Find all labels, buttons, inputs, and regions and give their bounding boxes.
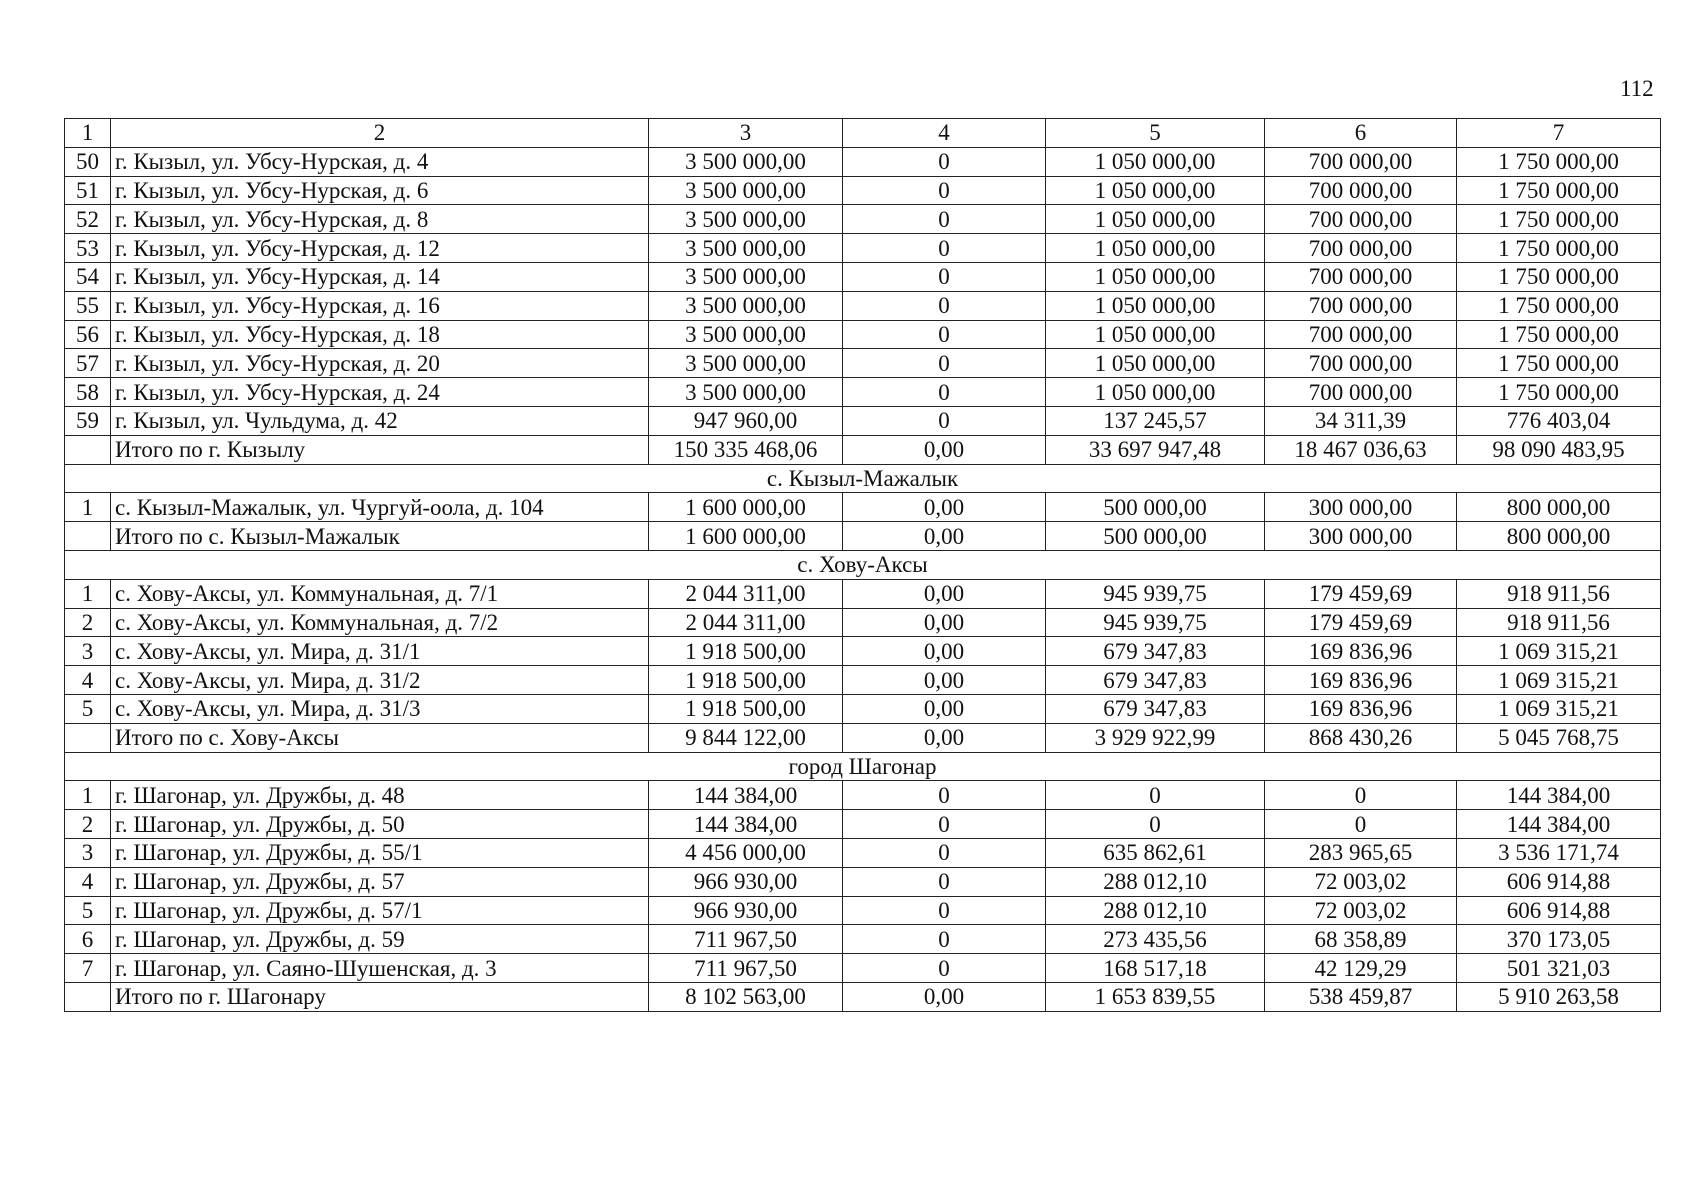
col4-cell: 0,00 — [843, 608, 1046, 637]
table-row — [65, 406, 1661, 435]
col4-cell: 0 — [843, 147, 1046, 176]
address-cell: г. Кызыл, ул. Убсу-Нурская, д. 24 — [111, 378, 649, 407]
total-label: Итого по г. Шагонару — [111, 982, 649, 1011]
col3-cell: 3 500 000,00 — [649, 234, 843, 263]
total-col6: 300 000,00 — [1265, 522, 1457, 551]
col7-cell: 501 321,03 — [1457, 954, 1661, 983]
col3-cell: 1 918 500,00 — [649, 694, 843, 723]
total-row — [65, 435, 1661, 464]
col7-cell: 144 384,00 — [1457, 810, 1661, 839]
address-cell: г. Кызыл, ул. Убсу-Нурская, д. 12 — [111, 234, 649, 263]
table-row — [65, 579, 1661, 608]
total-row — [65, 723, 1661, 752]
address-cell: г. Кызыл, ул. Убсу-Нурская, д. 14 — [111, 262, 649, 291]
col3-cell: 144 384,00 — [649, 781, 843, 810]
col3-cell: 3 500 000,00 — [649, 205, 843, 234]
total-col4: 0,00 — [843, 723, 1046, 752]
header-cell-6: 6 — [1265, 119, 1457, 148]
header-cell-5: 5 — [1046, 119, 1265, 148]
row-number: 6 — [65, 925, 111, 954]
col4-cell: 0 — [843, 810, 1046, 839]
col3-cell: 3 500 000,00 — [649, 320, 843, 349]
col5-cell: 1 050 000,00 — [1046, 349, 1265, 378]
col4-cell: 0 — [843, 291, 1046, 320]
table-row — [65, 147, 1661, 176]
col4-cell: 0 — [843, 838, 1046, 867]
col3-cell: 711 967,50 — [649, 925, 843, 954]
table-row — [65, 666, 1661, 695]
col4-cell: 0 — [843, 781, 1046, 810]
col5-cell: 1 050 000,00 — [1046, 205, 1265, 234]
row-number: 4 — [65, 867, 111, 896]
col7-cell: 1 750 000,00 — [1457, 378, 1661, 407]
col7-cell: 1 750 000,00 — [1457, 320, 1661, 349]
col6-cell: 300 000,00 — [1265, 493, 1457, 522]
row-number: 2 — [65, 608, 111, 637]
table-row — [65, 781, 1661, 810]
col5-cell: 635 862,61 — [1046, 838, 1265, 867]
total-col5: 33 697 947,48 — [1046, 435, 1265, 464]
col4-cell: 0 — [843, 320, 1046, 349]
total-number-empty — [65, 723, 111, 752]
col3-cell: 3 500 000,00 — [649, 176, 843, 205]
total-col5: 3 929 922,99 — [1046, 723, 1265, 752]
col3-cell: 966 930,00 — [649, 867, 843, 896]
col7-cell: 1 069 315,21 — [1457, 666, 1661, 695]
col3-cell: 3 500 000,00 — [649, 262, 843, 291]
section-header-row — [65, 550, 1661, 579]
address-cell: г. Кызыл, ул. Убсу-Нурская, д. 4 — [111, 147, 649, 176]
col6-cell: 169 836,96 — [1265, 694, 1457, 723]
col6-cell: 72 003,02 — [1265, 896, 1457, 925]
total-col6: 18 467 036,63 — [1265, 435, 1457, 464]
table-row — [65, 320, 1661, 349]
page-number: 112 — [1620, 76, 1654, 101]
row-number: 54 — [65, 262, 111, 291]
col4-cell: 0 — [843, 406, 1046, 435]
address-cell: г. Шагонар, ул. Дружбы, д. 57/1 — [111, 896, 649, 925]
col7-cell: 1 750 000,00 — [1457, 234, 1661, 263]
total-col3: 9 844 122,00 — [649, 723, 843, 752]
col7-cell: 1 069 315,21 — [1457, 694, 1661, 723]
address-cell: г. Шагонар, ул. Саяно-Шушенская, д. 3 — [111, 954, 649, 983]
col7-cell: 1 750 000,00 — [1457, 147, 1661, 176]
col3-cell: 3 500 000,00 — [649, 147, 843, 176]
col6-cell: 700 000,00 — [1265, 349, 1457, 378]
row-number: 51 — [65, 176, 111, 205]
total-col3: 150 335 468,06 — [649, 435, 843, 464]
total-number-empty — [65, 982, 111, 1011]
row-number: 5 — [65, 694, 111, 723]
address-cell: с. Кызыл-Мажалык, ул. Чургуй-оола, д. 104 — [111, 493, 649, 522]
col4-cell: 0 — [843, 954, 1046, 983]
total-col5: 500 000,00 — [1046, 522, 1265, 551]
col6-cell: 34 311,39 — [1265, 406, 1457, 435]
total-row — [65, 982, 1661, 1011]
col6-cell: 700 000,00 — [1265, 205, 1457, 234]
table-row — [65, 234, 1661, 263]
col5-cell: 500 000,00 — [1046, 493, 1265, 522]
table-row — [65, 176, 1661, 205]
col4-cell: 0,00 — [843, 493, 1046, 522]
total-col6: 538 459,87 — [1265, 982, 1457, 1011]
table-row — [65, 608, 1661, 637]
col5-cell: 0 — [1046, 810, 1265, 839]
row-number: 2 — [65, 810, 111, 839]
col4-cell: 0 — [843, 234, 1046, 263]
section-title: город Шагонар — [65, 752, 1661, 781]
table-row — [65, 896, 1661, 925]
col3-cell: 966 930,00 — [649, 896, 843, 925]
col3-cell: 947 960,00 — [649, 406, 843, 435]
col4-cell: 0 — [843, 349, 1046, 378]
address-cell: с. Хову-Аксы, ул. Коммунальная, д. 7/2 — [111, 608, 649, 637]
col7-cell: 1 750 000,00 — [1457, 205, 1661, 234]
col6-cell: 169 836,96 — [1265, 666, 1457, 695]
col5-cell: 1 050 000,00 — [1046, 320, 1265, 349]
section-title: с. Кызыл-Мажалык — [65, 464, 1661, 493]
col6-cell: 283 965,65 — [1265, 838, 1457, 867]
table-row — [65, 493, 1661, 522]
total-col3: 8 102 563,00 — [649, 982, 843, 1011]
section-header-row — [65, 464, 1661, 493]
row-number: 3 — [65, 838, 111, 867]
col7-cell: 918 911,56 — [1457, 608, 1661, 637]
address-cell: г. Шагонар, ул. Дружбы, д. 55/1 — [111, 838, 649, 867]
table-row — [65, 925, 1661, 954]
col3-cell: 144 384,00 — [649, 810, 843, 839]
table-row — [65, 954, 1661, 983]
header-row — [65, 119, 1661, 148]
row-number: 52 — [65, 205, 111, 234]
col4-cell: 0,00 — [843, 666, 1046, 695]
col5-cell: 1 050 000,00 — [1046, 176, 1265, 205]
col6-cell: 700 000,00 — [1265, 262, 1457, 291]
col3-cell: 2 044 311,00 — [649, 608, 843, 637]
col4-cell: 0 — [843, 205, 1046, 234]
total-col6: 868 430,26 — [1265, 723, 1457, 752]
col7-cell: 144 384,00 — [1457, 781, 1661, 810]
table-row — [65, 378, 1661, 407]
header-cell-4: 4 — [843, 119, 1046, 148]
col5-cell: 679 347,83 — [1046, 694, 1265, 723]
col6-cell: 68 358,89 — [1265, 925, 1457, 954]
col5-cell: 679 347,83 — [1046, 637, 1265, 666]
table-row — [65, 205, 1661, 234]
col7-cell: 800 000,00 — [1457, 493, 1661, 522]
col4-cell: 0 — [843, 925, 1046, 954]
total-col4: 0,00 — [843, 522, 1046, 551]
row-number: 55 — [65, 291, 111, 320]
row-number: 3 — [65, 637, 111, 666]
col5-cell: 945 939,75 — [1046, 579, 1265, 608]
total-col7: 800 000,00 — [1457, 522, 1661, 551]
col5-cell: 1 050 000,00 — [1046, 147, 1265, 176]
col7-cell: 370 173,05 — [1457, 925, 1661, 954]
col5-cell: 288 012,10 — [1046, 867, 1265, 896]
col4-cell: 0,00 — [843, 637, 1046, 666]
col4-cell: 0 — [843, 867, 1046, 896]
address-cell: г. Шагонар, ул. Дружбы, д. 50 — [111, 810, 649, 839]
row-number: 4 — [65, 666, 111, 695]
header-cell-3: 3 — [649, 119, 843, 148]
table-body — [65, 119, 1661, 1012]
col3-cell: 3 500 000,00 — [649, 291, 843, 320]
col4-cell: 0,00 — [843, 694, 1046, 723]
col5-cell: 288 012,10 — [1046, 896, 1265, 925]
col4-cell: 0,00 — [843, 579, 1046, 608]
col7-cell: 918 911,56 — [1457, 579, 1661, 608]
table-row — [65, 291, 1661, 320]
total-number-empty — [65, 522, 111, 551]
total-col4: 0,00 — [843, 435, 1046, 464]
row-number: 1 — [65, 781, 111, 810]
address-cell: г. Кызыл, ул. Убсу-Нурская, д. 6 — [111, 176, 649, 205]
col7-cell: 1 750 000,00 — [1457, 176, 1661, 205]
col7-cell: 3 536 171,74 — [1457, 838, 1661, 867]
address-cell: г. Кызыл, ул. Убсу-Нурская, д. 20 — [111, 349, 649, 378]
col3-cell: 1 918 500,00 — [649, 637, 843, 666]
total-col3: 1 600 000,00 — [649, 522, 843, 551]
col3-cell: 1 918 500,00 — [649, 666, 843, 695]
col5-cell: 168 517,18 — [1046, 954, 1265, 983]
row-number: 56 — [65, 320, 111, 349]
col5-cell: 1 050 000,00 — [1046, 378, 1265, 407]
address-cell: г. Шагонар, ул. Дружбы, д. 57 — [111, 867, 649, 896]
total-col7: 5 910 263,58 — [1457, 982, 1661, 1011]
col6-cell: 42 129,29 — [1265, 954, 1457, 983]
row-number: 5 — [65, 896, 111, 925]
total-label: Итого по с. Кызыл-Мажалык — [111, 522, 649, 551]
col3-cell: 3 500 000,00 — [649, 378, 843, 407]
col5-cell: 1 050 000,00 — [1046, 262, 1265, 291]
address-cell: г. Кызыл, ул. Убсу-Нурская, д. 18 — [111, 320, 649, 349]
row-number: 53 — [65, 234, 111, 263]
address-cell: г. Шагонар, ул. Дружбы, д. 59 — [111, 925, 649, 954]
table-row — [65, 838, 1661, 867]
col7-cell: 1 750 000,00 — [1457, 262, 1661, 291]
col3-cell: 2 044 311,00 — [649, 579, 843, 608]
col6-cell: 700 000,00 — [1265, 320, 1457, 349]
col6-cell: 179 459,69 — [1265, 579, 1457, 608]
address-cell: с. Хову-Аксы, ул. Мира, д. 31/2 — [111, 666, 649, 695]
section-title: с. Хову-Аксы — [65, 550, 1661, 579]
program-table — [64, 118, 1661, 1012]
col3-cell: 711 967,50 — [649, 954, 843, 983]
total-row — [65, 522, 1661, 551]
header-cell-7: 7 — [1457, 119, 1661, 148]
total-col4: 0,00 — [843, 982, 1046, 1011]
header-cell-1: 1 — [65, 119, 111, 148]
row-number: 1 — [65, 493, 111, 522]
total-col5: 1 653 839,55 — [1046, 982, 1265, 1011]
col5-cell: 137 245,57 — [1046, 406, 1265, 435]
col4-cell: 0 — [843, 896, 1046, 925]
address-cell: г. Кызыл, ул. Чульдума, д. 42 — [111, 406, 649, 435]
col6-cell: 0 — [1265, 781, 1457, 810]
col6-cell: 0 — [1265, 810, 1457, 839]
total-col7: 5 045 768,75 — [1457, 723, 1661, 752]
col6-cell: 179 459,69 — [1265, 608, 1457, 637]
table-row — [65, 867, 1661, 896]
col7-cell: 1 069 315,21 — [1457, 637, 1661, 666]
col6-cell: 700 000,00 — [1265, 378, 1457, 407]
table-row — [65, 637, 1661, 666]
col5-cell: 273 435,56 — [1046, 925, 1265, 954]
col6-cell: 700 000,00 — [1265, 291, 1457, 320]
table-row — [65, 262, 1661, 291]
row-number: 50 — [65, 147, 111, 176]
row-number: 59 — [65, 406, 111, 435]
address-cell: с. Хову-Аксы, ул. Мира, д. 31/1 — [111, 637, 649, 666]
col6-cell: 700 000,00 — [1265, 176, 1457, 205]
col3-cell: 4 456 000,00 — [649, 838, 843, 867]
table-row — [65, 349, 1661, 378]
col7-cell: 776 403,04 — [1457, 406, 1661, 435]
row-number: 57 — [65, 349, 111, 378]
row-number: 58 — [65, 378, 111, 407]
col4-cell: 0 — [843, 378, 1046, 407]
header-cell-2: 2 — [111, 119, 649, 148]
total-number-empty — [65, 435, 111, 464]
total-label: Итого по с. Хову-Аксы — [111, 723, 649, 752]
col5-cell: 1 050 000,00 — [1046, 234, 1265, 263]
col7-cell: 1 750 000,00 — [1457, 349, 1661, 378]
address-cell: г. Кызыл, ул. Убсу-Нурская, д. 16 — [111, 291, 649, 320]
col4-cell: 0 — [843, 176, 1046, 205]
col3-cell: 1 600 000,00 — [649, 493, 843, 522]
col7-cell: 1 750 000,00 — [1457, 291, 1661, 320]
col3-cell: 3 500 000,00 — [649, 349, 843, 378]
row-number: 7 — [65, 954, 111, 983]
col6-cell: 700 000,00 — [1265, 147, 1457, 176]
table-row — [65, 810, 1661, 839]
col7-cell: 606 914,88 — [1457, 867, 1661, 896]
address-cell: г. Шагонар, ул. Дружбы, д. 48 — [111, 781, 649, 810]
col5-cell: 679 347,83 — [1046, 666, 1265, 695]
col5-cell: 1 050 000,00 — [1046, 291, 1265, 320]
address-cell: г. Кызыл, ул. Убсу-Нурская, д. 8 — [111, 205, 649, 234]
col6-cell: 700 000,00 — [1265, 234, 1457, 263]
total-col7: 98 090 483,95 — [1457, 435, 1661, 464]
col4-cell: 0 — [843, 262, 1046, 291]
col5-cell: 0 — [1046, 781, 1265, 810]
total-label: Итого по г. Кызылу — [111, 435, 649, 464]
col5-cell: 945 939,75 — [1046, 608, 1265, 637]
address-cell: с. Хову-Аксы, ул. Коммунальная, д. 7/1 — [111, 579, 649, 608]
row-number: 1 — [65, 579, 111, 608]
section-header-row — [65, 752, 1661, 781]
table-row — [65, 694, 1661, 723]
address-cell: с. Хову-Аксы, ул. Мира, д. 31/3 — [111, 694, 649, 723]
col7-cell: 606 914,88 — [1457, 896, 1661, 925]
col6-cell: 169 836,96 — [1265, 637, 1457, 666]
col6-cell: 72 003,02 — [1265, 867, 1457, 896]
